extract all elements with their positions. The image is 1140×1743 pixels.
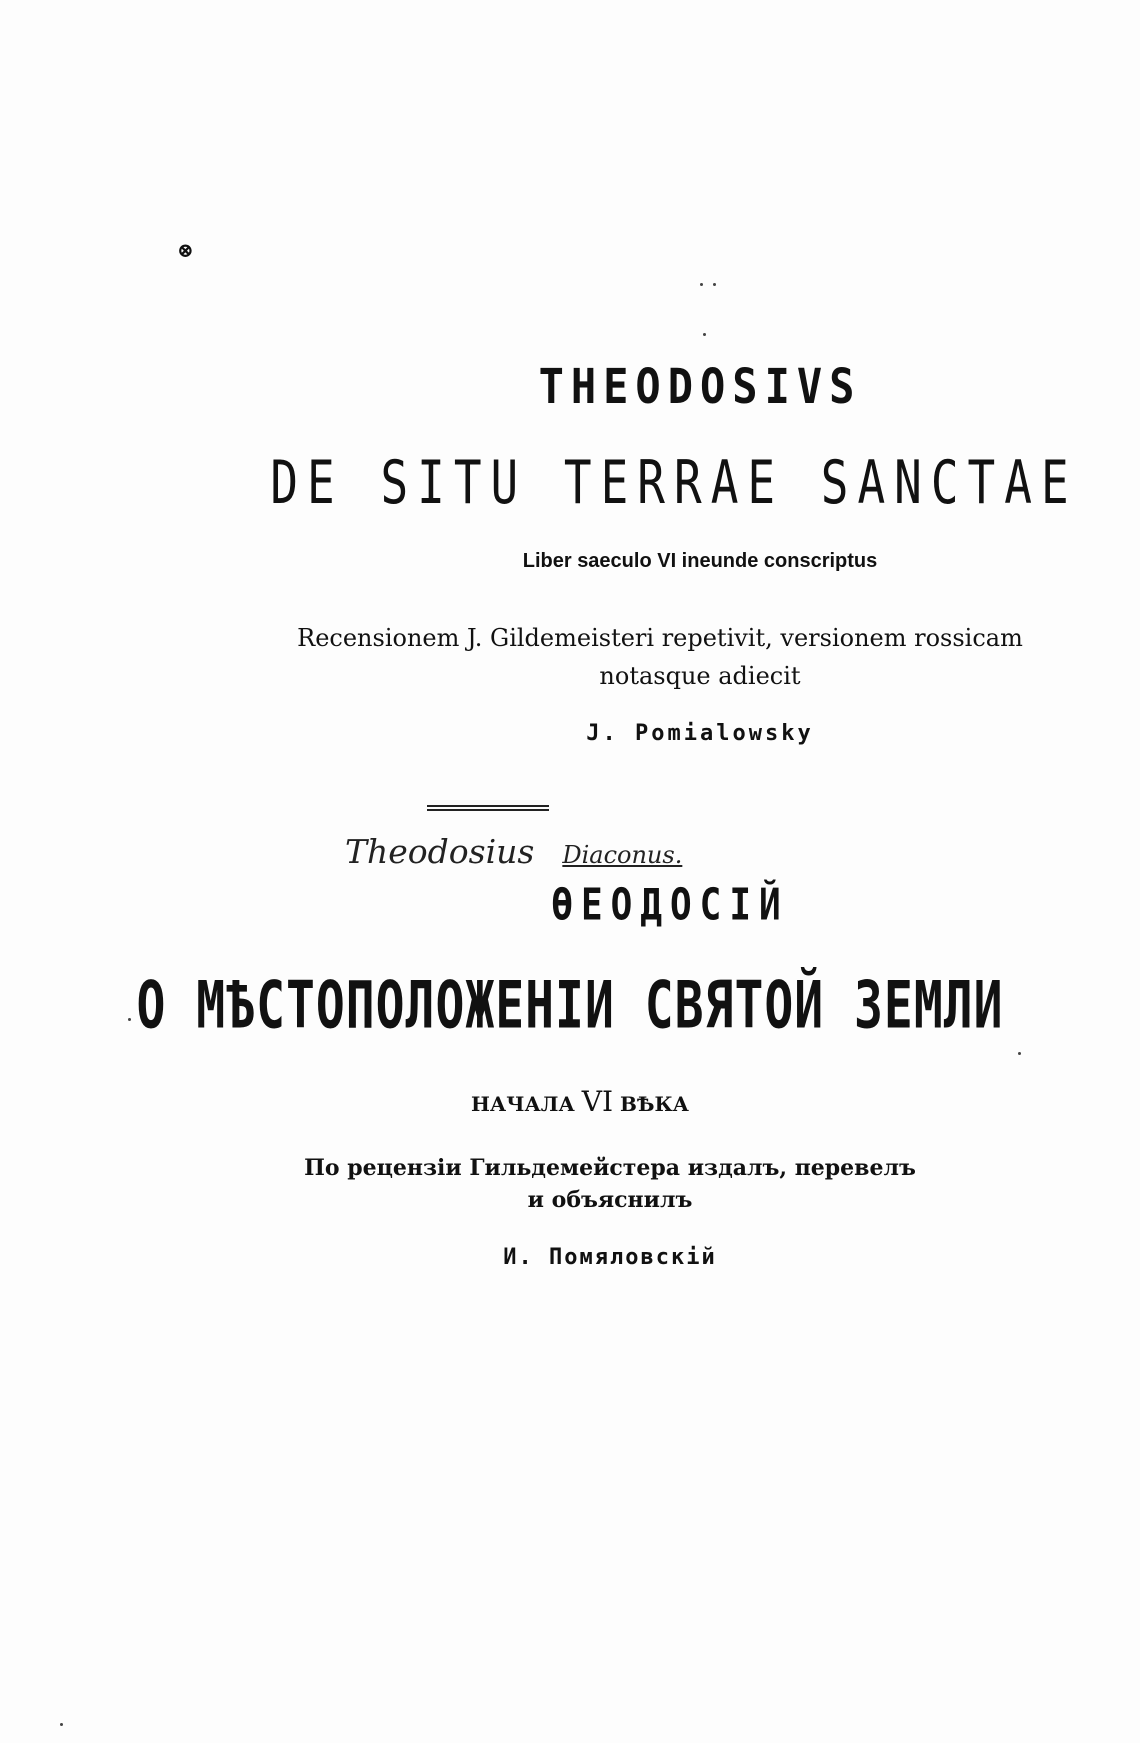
latin-subtitle-heading: DE SITU TERRAE SANCTAE <box>270 446 1078 518</box>
latin-description-line1: Recensionem J. Gildemeisteri repetivit, versionem rossicam <box>297 624 1023 652</box>
handwritten-annotation <box>345 832 682 871</box>
speck <box>128 1018 131 1021</box>
speck <box>713 283 716 286</box>
russian-era-suffix: ВѢКА <box>619 1092 689 1116</box>
russian-era <box>10 1085 1140 1118</box>
russian-author: И. Помяловскій <box>503 1245 717 1270</box>
latin-subtitle: Liber saeculo VI ineunde conscriptus <box>522 550 878 572</box>
handwritten-title: Diaconus. <box>562 841 683 869</box>
speck <box>60 1723 63 1726</box>
handwritten-name: Theodosius <box>345 832 535 871</box>
russian-era-century: VI <box>581 1085 613 1118</box>
speck <box>700 283 703 286</box>
russian-description-line1: По рецензіи Гильдемейстера издалъ, перевелъ <box>304 1155 916 1181</box>
russian-title: ѲЕОДОСІЙ <box>551 880 789 931</box>
russian-era-prefix: НАЧАЛА <box>471 1092 575 1116</box>
speck <box>703 333 706 336</box>
divider-rule <box>427 805 549 811</box>
stamp-mark: ⊗ <box>177 238 194 262</box>
russian-description-line2: и объяснилъ <box>527 1187 693 1213</box>
latin-author: J. Pomialowsky <box>586 721 814 746</box>
speck <box>1018 1052 1021 1055</box>
latin-title: THEODOSIVS <box>538 358 862 415</box>
latin-description-line2: notasque adiecit <box>599 662 801 690</box>
russian-subtitle-heading: О МѢСТОПОЛОЖЕНІИ СВЯТОЙ ЗЕМЛИ <box>136 968 1004 1044</box>
